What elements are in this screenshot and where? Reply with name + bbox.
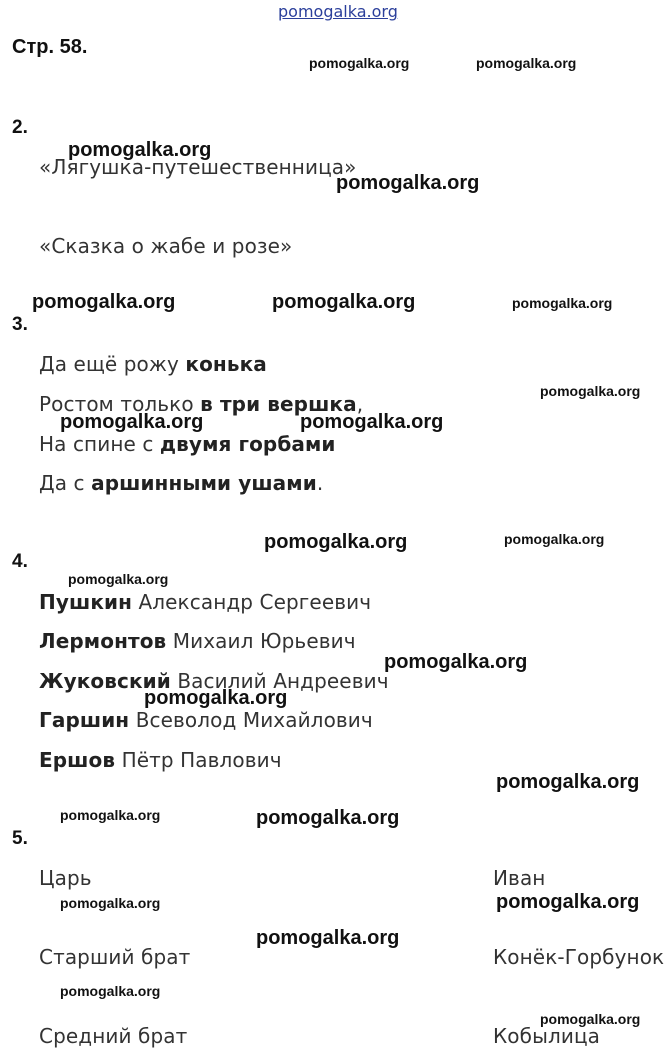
author-line: Жуковский Василий Андреевич <box>39 669 389 693</box>
task-3-line-3: На спине с двумя горбами <box>39 432 336 456</box>
task-5-left-item: Царь <box>39 866 92 890</box>
author-line: Лермонтов Михаил Юрьевич <box>39 629 356 653</box>
task-5-right-item: Кобылица <box>493 1024 601 1048</box>
task-3-line-4: Да с аршинными ушами. <box>39 471 324 495</box>
task-5-right-item: Иван <box>493 866 546 890</box>
task-5-left-item: Средний брат <box>39 1024 188 1048</box>
watermark: pomogalka.org <box>309 55 410 71</box>
watermark: pomogalka.org <box>32 291 176 313</box>
watermark: pomogalka.org <box>540 383 641 399</box>
task-2-answer-2: «Сказка о жабе и розе» <box>39 234 293 258</box>
watermark: pomogalka.org <box>60 983 161 999</box>
author-line: Гаршин Всеволод Михайлович <box>39 708 373 732</box>
watermark: pomogalka.org <box>300 411 444 433</box>
watermark: pomogalka.org <box>384 651 528 673</box>
author-line: Пушкин Александр Сергеевич <box>39 590 372 614</box>
task-5-number: 5. <box>12 828 28 849</box>
watermark: pomogalka.org <box>272 291 416 313</box>
watermark: pomogalka.org <box>496 771 640 793</box>
watermark: pomogalka.org <box>144 687 288 709</box>
watermark: pomogalka.org <box>540 1011 641 1027</box>
watermark: pomogalka.org <box>60 807 161 823</box>
watermark: pomogalka.org <box>60 895 161 911</box>
task-3-line-1: Да ещё рожу конька <box>39 352 267 376</box>
watermark: pomogalka.org <box>68 139 212 161</box>
task-2-answer-1: «Лягушка-путешественница» <box>39 155 357 179</box>
task-3-number: 3. <box>12 314 28 335</box>
watermark: pomogalka.org <box>496 891 640 913</box>
task-3-line-2: Ростом только в три вершка, <box>39 392 364 416</box>
watermark: pomogalka.org <box>68 571 169 587</box>
task-5-right-item: Конёк-Горбунок <box>493 945 665 969</box>
watermark: pomogalka.org <box>336 172 480 194</box>
task-2-number: 2. <box>12 117 28 138</box>
watermark: pomogalka.org <box>504 531 605 547</box>
task-5-left-item: Старший брат <box>39 945 191 969</box>
watermark: pomogalka.org <box>476 55 577 71</box>
task-4-number: 4. <box>12 551 28 572</box>
page-heading: Стр. 58. <box>12 36 88 58</box>
author-line: Ершов Пётр Павлович <box>39 748 282 772</box>
watermark: pomogalka.org <box>264 531 408 553</box>
watermark: pomogalka.org <box>256 807 400 829</box>
watermark: pomogalka.org <box>512 295 613 311</box>
watermark: pomogalka.org <box>60 411 204 433</box>
watermark: pomogalka.org <box>256 927 400 949</box>
site-watermark-link[interactable]: pomogalka.org <box>278 2 398 21</box>
